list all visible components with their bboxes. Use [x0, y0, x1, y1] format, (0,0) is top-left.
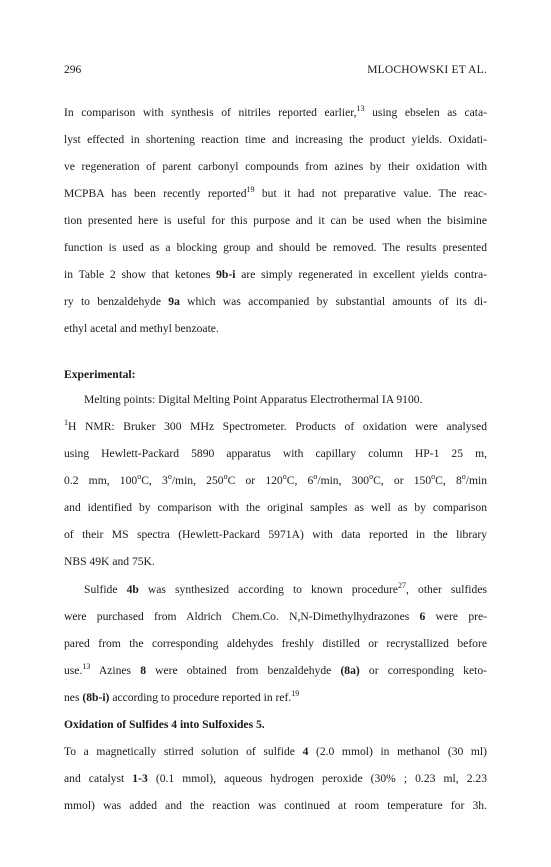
text-line: To a magnetically stirred solution of sulfide 4 (2.0 mmol) in methanol (30 ml) [64, 745, 488, 758]
text-line: In comparison with synthesis of nitriles reported earlier,$^{13}$ using ebselen as cata- [64, 104, 487, 119]
text-line: of their MS spectra (Hewlett-Packard 5971A) with data reported in the library [64, 528, 487, 541]
text-line: ethyl acetal and methyl benzoate. [64, 322, 219, 335]
text-line: nes (8b-i) according to procedure reported in ref.$^{19}$ [64, 689, 300, 704]
compound-ref: 1-3 [132, 772, 148, 785]
text-line: MCPBA has been recently reported$^{19}$ but it had not preparative value. The reac- [64, 185, 487, 200]
running-header [64, 64, 487, 84]
text-line: NBS 49K and 75K. [64, 555, 155, 568]
text-line: ry to benzaldehyde 9a which was accompanied by substantial amounts of its di- [64, 295, 487, 308]
text-line: $^1$H NMR: Bruker 300 MHz Spectrometer. Products of oxidation were analysed [64, 418, 487, 433]
section-heading: Experimental: [64, 368, 136, 381]
compound-ref: (8a) [340, 664, 360, 677]
compound-ref: 6 [419, 610, 426, 623]
text-line: function is used as a blocking group and should be removed. The results presented [64, 241, 487, 254]
compound-ref: 9a [168, 295, 180, 308]
text-line: pared from the corresponding aldehydes freshly distilled or recrystallized before [64, 637, 487, 650]
text-line: were purchased from Aldrich Chem.Co. N,N-Dimethylhydrazones 6 were pre- [64, 610, 487, 623]
text-line: lyst effected in shortening reaction time and increasing the product yields. Oxidati- [64, 133, 487, 146]
text-line: Melting points: Digital Melting Point Apparatus Electrothermal IA 9100. [84, 393, 423, 406]
running-head-authors: MLOCHOWSKI ET AL. [367, 64, 487, 76]
text-line: mmol) was added and the reaction was continued at room temperature for 3h. [64, 799, 487, 812]
compound-ref: 8 [140, 664, 146, 677]
compound-ref: 4b [126, 583, 139, 596]
compound-ref: 9b-i [216, 268, 236, 281]
text-line: and catalyst 1-3 (0.1 mmol), aqueous hydrogen peroxide (30% ; 0.23 ml, 2.23 [64, 772, 487, 785]
citation-ref: 19 [246, 185, 255, 194]
citation-ref: 13 [82, 662, 91, 671]
compound-ref: (8b-i) [82, 691, 110, 704]
text-line: ve regeneration of parent carbonyl compounds from azines by their oxidation with [64, 160, 487, 173]
text-line: in Table 2 show that ketones 9b-i are simply regenerated in excellent yields contra- [64, 268, 488, 281]
text-line: 0.2 mm, 100$^o$C, 3$^o$/min, 250$^o$C or 120$^o$C, 6$^o$/min, 300$^o$C, or 150$^o$C, 8$^o$/min [64, 472, 488, 487]
page-number: 296 [64, 64, 82, 76]
text-line: and identified by comparison with the original samples as well as by comparison [64, 501, 487, 514]
compound-ref: 4 [302, 745, 309, 758]
section-heading: Oxidation of Sulfides 4 into Sulfoxides 5. [64, 718, 265, 731]
text-line: Sulfide 4b was synthesized according to known procedure$^{27}$, other sulfides [84, 581, 487, 596]
citation-ref: 13 [356, 104, 365, 113]
text-line: use.$^{13}$ Azines 8 were obtained from benzaldehyde (8a) or corresponding keto- [64, 662, 487, 677]
text-line: tion presented here is useful for this purpose and it can be used when the bisimine [64, 214, 487, 227]
citation-ref: 27 [398, 581, 407, 590]
text-line: using Hewlett-Packard 5890 apparatus with capillary column HP-1 25 m, [64, 447, 487, 460]
citation-ref: 19 [291, 689, 300, 698]
